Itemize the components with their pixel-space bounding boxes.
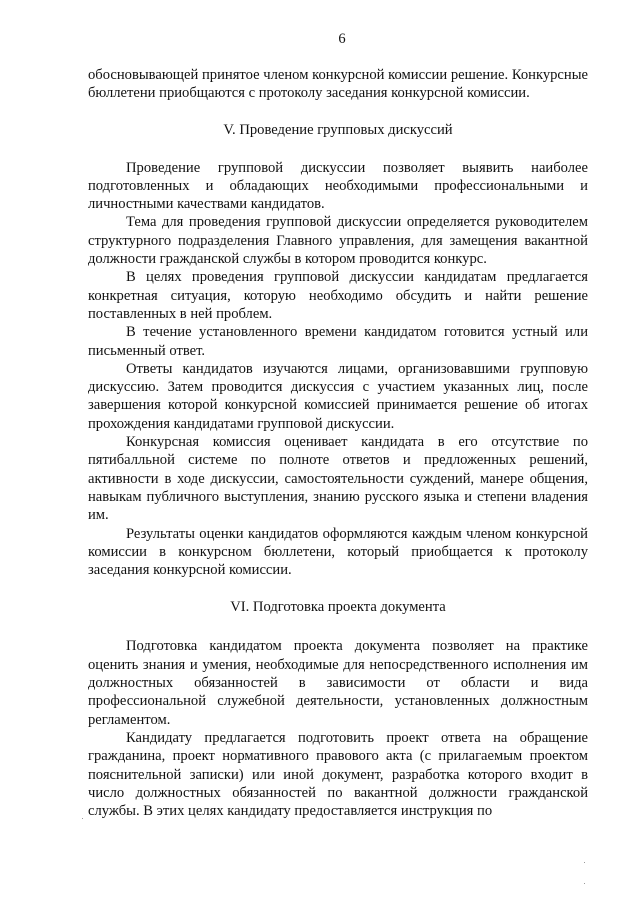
section-5-paragraph-5: Ответы кандидатов изучаются лицами, организовавшими групповую дискуссию. Затем проводится дискуссия с участием указанных лиц, после завершения которой конкурсной комиссией принимается решение об итогах прохождения кандидатами групповой дискуссии.: [88, 360, 588, 432]
page-number: 6: [338, 31, 346, 47]
intro-paragraph: обосновывающей принятое членом конкурсной комиссии решение. Конкурсные бюллетени приобщаются с протоколу заседания конкурсной комиссии.: [88, 67, 588, 102]
section-5-paragraph-2: Тема для проведения групповой дискуссии определяется руководителем структурного подразделения Главного управления, для замещения вакантной должности гражданской службы в котором проводится конкурс.: [88, 214, 588, 268]
section-5-paragraph-7: Результаты оценки кандидатов оформляются каждым членом конкурсной комиссии в конкурсном бюллетени, который приобщается к протоколу заседания конкурсной комиссии.: [88, 525, 588, 579]
scan-speck: [584, 883, 585, 884]
section-5-paragraph-4: В течение установленного времени кандидатом готовится устный или письменный ответ.: [88, 324, 588, 359]
scan-speck: [584, 862, 585, 863]
section-6-heading: VI. Подготовка проекта документа: [230, 599, 446, 616]
section-6-paragraph-1: Подготовка кандидатом проекта документа позволяет на практике оценить знания и умения, необходимые для непосредственного исполнения им должностных обязанностей в зависимости от области и вида профессиональной служебной деятельности, установленных должностным регламентом.: [88, 638, 588, 728]
document-page: [88, 30, 588, 820]
section-5-paragraph-3: В целях проведения групповой дискуссии кандидатам предлагается конкретная ситуация, которую необходимо обсудить и найти решение поставленных в ней проблем.: [88, 269, 588, 322]
section-5-paragraph-6: Конкурсная комиссия оценивает кандидата в его отсутствие по пятибалльной системе по полноте ответов и предложенных решений, активности в ходе дискуссии, самостоятельности суждений, манере общения, навыкам публичного выступления, знанию русского языка и степени владения им.: [88, 434, 588, 524]
section-6-paragraph-2: Кандидату предлагается подготовить проект ответа на обращение гражданина, проект нормативного правового акта (с прилагаемым проектом пояснительной записки) или иной документ, разработка которого входит в число должностных обязанностей по вакантной должности гражданской службы. В этих целях кандидату предоставляется инструкция по: [88, 729, 588, 820]
scan-speck: [82, 818, 83, 819]
section-5-paragraph-1: Проведение групповой дискуссии позволяет выявить наиболее подготовленных и обладающих необходимыми профессиональными и личностными качествами кандидатов.: [88, 159, 588, 213]
section-5-heading: V. Проведение групповых дискуссий: [223, 121, 453, 138]
